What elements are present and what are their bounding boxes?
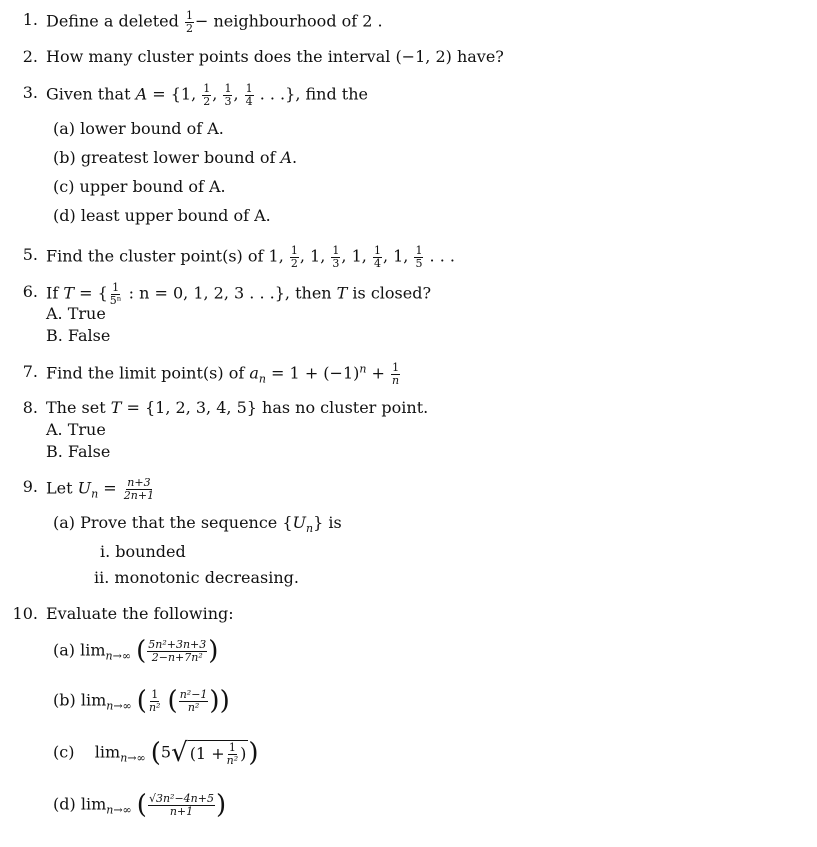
question-number: 10.	[12, 604, 38, 623]
question-number: 1.	[22, 10, 38, 29]
sub-item: (c) $\lim_{n\to\infty} (5$ √ (1 + $\frac{1}{\text{n²}}$ ) )	[53, 738, 259, 769]
option-false[interactable]: B. False	[46, 326, 111, 345]
question-number: 7.	[22, 362, 38, 381]
option-true[interactable]: A. True	[46, 420, 106, 439]
roman-item: ii. monotonic decreasing.	[94, 568, 299, 587]
sub-item: (b) greatest lower bound of A.	[53, 148, 298, 167]
sub-item: (a) lower bound of A.	[53, 119, 224, 138]
question-number: 9.	[22, 477, 38, 496]
question-number: 2.	[22, 47, 38, 66]
question-text: Given that A = {1, $\frac{1}{2}$ , $\frac{1}{3}$ , $\frac{1}{4}$ . . .}, find the	[46, 82, 369, 108]
roman-item: i. bounded	[100, 542, 186, 561]
option-true[interactable]: A. True	[46, 304, 106, 323]
question-text: If T = { $\frac{1}{\text{5ⁿ}}$ : n = 0, 1, 2, 3 . . .}, then T is closed?	[46, 281, 432, 307]
question-text: Define a deleted $\frac{1}{2}$ − neighbourhood of 2 .	[46, 9, 383, 35]
sub-item: (a) Prove that the sequence $\{U_n\}$ is	[53, 513, 342, 535]
sub-item: (d) $\lim_{n\to\infty}$ ( $\frac{\text{√3n²−4n+5}}{n+1}$ )	[53, 790, 227, 820]
option-false[interactable]: B. False	[46, 442, 111, 461]
sub-item: (b) $\lim_{n\to\infty}$ ( $\frac{1}{\text{n²}}$ ( $\frac{\text{n²−1}}{\text{n²}}$ ))	[53, 686, 230, 716]
fraction: $\frac{1}{2}$	[185, 9, 193, 35]
question-number: 8.	[22, 398, 38, 417]
sub-item: (c) upper bound of A.	[53, 177, 226, 196]
question-number: 6.	[22, 282, 38, 301]
sub-item: (d) least upper bound of A.	[53, 206, 271, 225]
sub-item: (a) $\lim_{n\to\infty}$ ( $\frac{\text{5n²+3n+3}}{\text{2−n+7n²}}$ )	[53, 636, 219, 666]
question-text: Evaluate the following:	[46, 604, 234, 623]
question-text: Find the cluster point(s) of 1, $\frac{1}{2}$ , 1, $\frac{1}{3}$ , 1, $\frac{1}{4}$ , 1, $\frac{1}{5}$ . . .	[46, 244, 455, 270]
question-text: Let $U_n$ = $\frac{n+3}{2n+1}$	[46, 476, 155, 502]
question-number: 5.	[22, 245, 38, 264]
question-text: The set T = {1, 2, 3, 4, 5} has no cluster point.	[46, 398, 429, 417]
question-text: How many cluster points does the interval (−1, 2) have?	[46, 47, 504, 66]
question-number: 3.	[22, 83, 38, 102]
question-text: Find the limit point(s) of $a_n = 1 + (-1)^n$ + $\frac{1}{n}$	[46, 361, 400, 387]
